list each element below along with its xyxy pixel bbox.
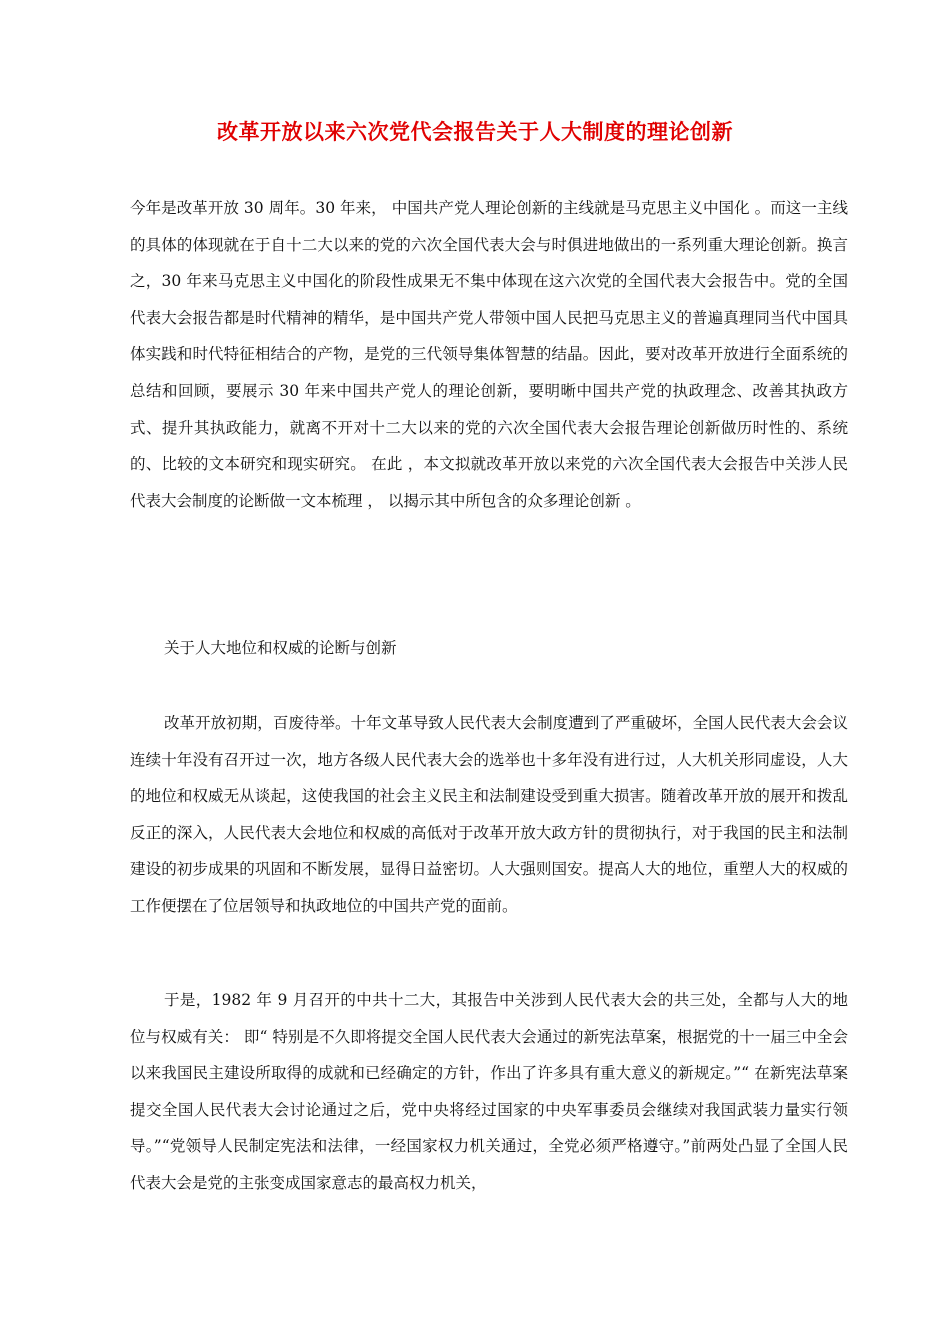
intro-paragraph: 今年是改革开放 30 周年。30 年来， 中国共产党人理论创新的主线就是马克思主义中国化 。而这一主线的具体的体现就在于自十二大以来的党的六次全国代表大会与时俱进地做出的一系列重大理论创新。换言之，30 年来马克思主义中国化的阶段性成果无不集中体现在这六次党的全国代表大会报告中。党的全国代表大会报告都是时代精神的精华，是中国共产党人带领中国人民把马克思主义的普遍真理同当代中国具体实践和时代特征相结合的产物，是党的三代领导集体智慧的结晶。因此，要对改革开放进行全面系统的总结和回顾，要展示 30 年来中国共产党人的理论创新，要明晰中国共产党的执政理念、改善其执政方式、提升其执政能力，就离不开对十二大以来的党的六次全国代表大会报告理论创新做历时性的、系统的、比较的文本研究和现实研究。 在此 ，本文拟就改革开放以来党的六次全国代表大会报告中关涉人民代表大会制度的论断做一文本梳理 ， 以揭示其中所包含的众多理论创新 。	[130, 199, 848, 510]
body-paragraph-2: 改革开放初期，百废待举。十年文革导致人民代表大会制度遭到了严重破坏，全国人民代表大会会议连续十年没有召开过一次，地方各级人民代表大会的选举也十多年没有进行过，人大机关形同虚设，人大的地位和权威无从谈起，这使我国的社会主义民主和法制建设受到重大损害。随着改革开放的展开和拨乱反正的深入，人民代表大会地位和权威的高低对于改革开放大政方针的贯彻执行，对于我国的民主和法制建设的初步成果的巩固和不断发展，显得日益密切。人大强则国安。提高人大的地位，重塑人大的权威的工作便摆在了位居领导和执政地位的中国共产党的面前。	[130, 714, 848, 915]
body-paragraph-3: 于是，1982 年 9 月召开的中共十二大，其报告中关涉到人民代表大会的共三处，全都与人大的地位与权威有关： 即“ 特别是不久即将提交全国人民代表大会通过的新宪法草案，根据党的十一届三中全会以来我国民主建设所取得的成就和已经确定的方针，作出了许多具有重大意义的新规定。”“ 在新宪法草案提交全国人民代表大会讨论通过之后，党中央将经过国家的中央军事委员会继续对我国武装力量实行领导。”“党领导人民制定宪法和法律，一经国家权力机关通过，全党必须严格遵守。”前两处凸显了全国人民代表大会是党的主张变成国家意志的最高权力机关，	[130, 991, 848, 1192]
document-title: 改革开放以来六次党代会报告关于人大制度的理论创新	[217, 119, 733, 144]
section-heading: 关于人大地位和权威的论断与创新	[164, 639, 397, 657]
